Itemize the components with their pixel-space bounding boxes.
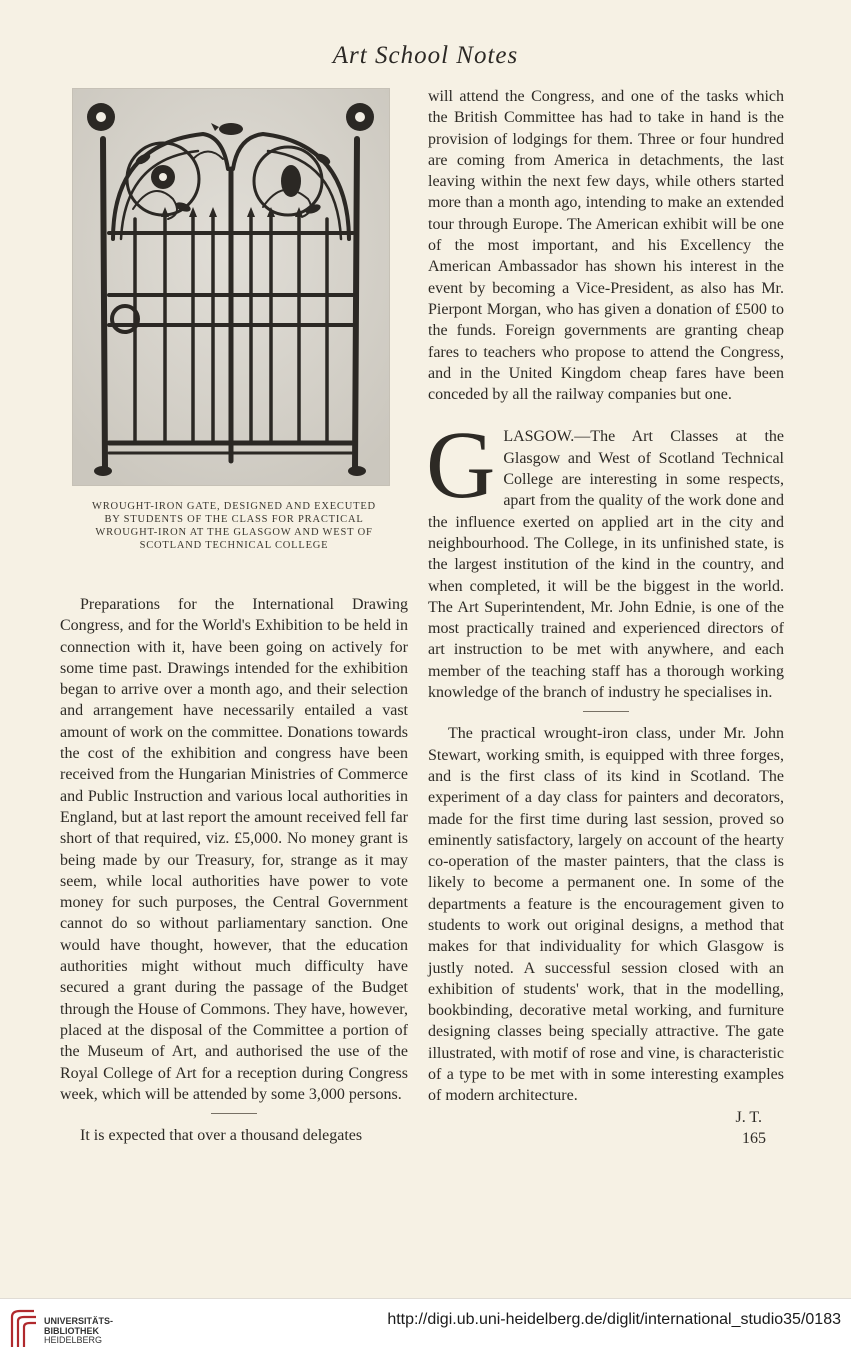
library-footer	[0, 1298, 851, 1361]
left-column	[60, 594, 408, 1146]
figure-caption	[60, 500, 408, 552]
source-url-link[interactable]: http://digi.ub.uni-heidelberg.de/diglit/international_studio35/0183	[387, 1311, 841, 1328]
caption-line: WROUGHT-IRON AT THE GLASGOW AND WEST OF	[95, 527, 373, 538]
left-paragraph-delegates: It is expected that over a thousand delegates	[80, 1127, 363, 1145]
caption-line: SCOTLAND TECHNICAL COLLEGE	[139, 540, 329, 551]
section-divider	[211, 1113, 257, 1114]
right-paragraph-glasgow: LASGOW.—The Art Classes at the Glasgow and West of Scotland Technical College are interesting in some respects, apart from the quality of the work done and the influence exerted on applied art in the city and neighbourhood. The College, in its unfinished state, is the largest institution of the kind in the country, and when completed, it will be the biggest in the world. The Art Superintendent, Mr. John Ednie, is one of the most practically trained and experienced directors of art instruction to be met with anywhere, and each member of the teaching staff has a thorough working knowledge of the branch of industry he specialises in.	[428, 428, 784, 702]
wrought-iron-gate-image	[73, 89, 389, 485]
caption-line: WROUGHT-IRON GATE, DESIGNED AND EXECUTED	[92, 501, 376, 512]
page-number: 165	[742, 1129, 766, 1147]
running-head: Art School Notes	[332, 42, 519, 69]
library-name[interactable]	[44, 1317, 113, 1346]
right-paragraph-wrought-iron-class: The practical wrought-iron class, under Mr. John Stewart, working smith, is equipped with three forges, and is the first class of its kind in Scotland. The experiment of a day class for painters and decorators, made for the first time during last session, proved so eminently satisfactory, largely on account of the hearty co-operation of the master painters, that the class is likely to become a permanent one. In some of the departments a feature is the encouragement given to students to work out original designs, a method that makes for that individuality for which Glasgow is justly noted. A successful session closed with an exhibition of students' work, that in the modelling, bookbinding, decorative metal working, and furniture designing classes being specially attractive. The gate illustrated, with motif of rose and vine, is characteristic of a type to be met with in some interesting examples of modern architecture.	[428, 725, 784, 1105]
glasgow-section	[426, 411, 784, 703]
caption-line: BY STUDENTS OF THE CLASS FOR PRACTICAL	[104, 514, 364, 525]
left-paragraph-congress: Preparations for the International Drawing Congress, and for the World's Exhibition to be held in connection with it, have been going on actively for some time past. Drawings intended for the exhibition began to arrive over a month ago, and their selection and arrangement have necessarily entailed a vast amount of work on the committee. Donations towards the cost of the exhibition and congress have been received from the Hungarian Ministries of Commerce and Public Instruction and various local authorities in England, but at last report the amount received fell far short of that required, viz. £5,000. No money grant is being made by our Treasury, for, strange as it may seem, while local authorities have power to vote money for such purposes, the Central Government cannot do so without parliamentary sanction. One would have thought, however, that the education authorities might without much difficulty have secured a grant during the passage of the Budget through the House of Commons. They have, however, placed at the disposal of the Committee a portion of the Museum of Art, and authorised the use of the Royal College of Art for a reception during Congress week, which will be attended by some 3,000 persons.	[60, 596, 408, 1103]
section-divider	[583, 711, 629, 712]
right-column	[428, 86, 784, 1149]
library-name-line: HEIDELBERG	[44, 1335, 103, 1345]
university-library-logo-icon[interactable]	[8, 1307, 40, 1351]
drop-cap: G	[426, 411, 496, 519]
gate-illustration	[72, 88, 390, 486]
library-name-line: UNIVERSITÄTS-	[44, 1316, 114, 1326]
logo-strokes	[12, 1311, 36, 1347]
library-name-line: BIBLIOTHEK	[44, 1325, 99, 1336]
right-paragraph-lodgings: will attend the Congress, and one of the tasks which the British Committee has had to take in hand is the provision of lodgings for them. Three or four hundred are coming from America in detachments, the last leaving within the next few days, while others started more than a month ago, intending to make an extended tour through Europe. The American exhibit will be one of the most important, and his Excellency the American Ambassador has shown his interest in the event by becoming a Vice-President, as also has Mr. Pierpont Morgan, who has given a donation of £500 to the funds. Foreign governments are granting cheap fares to teachers who propose to attend the Congress, and in the United Kingdom cheap fares have been conceded by all the railway companies but one.	[428, 88, 784, 404]
author-signature: J. T.	[735, 1108, 762, 1126]
